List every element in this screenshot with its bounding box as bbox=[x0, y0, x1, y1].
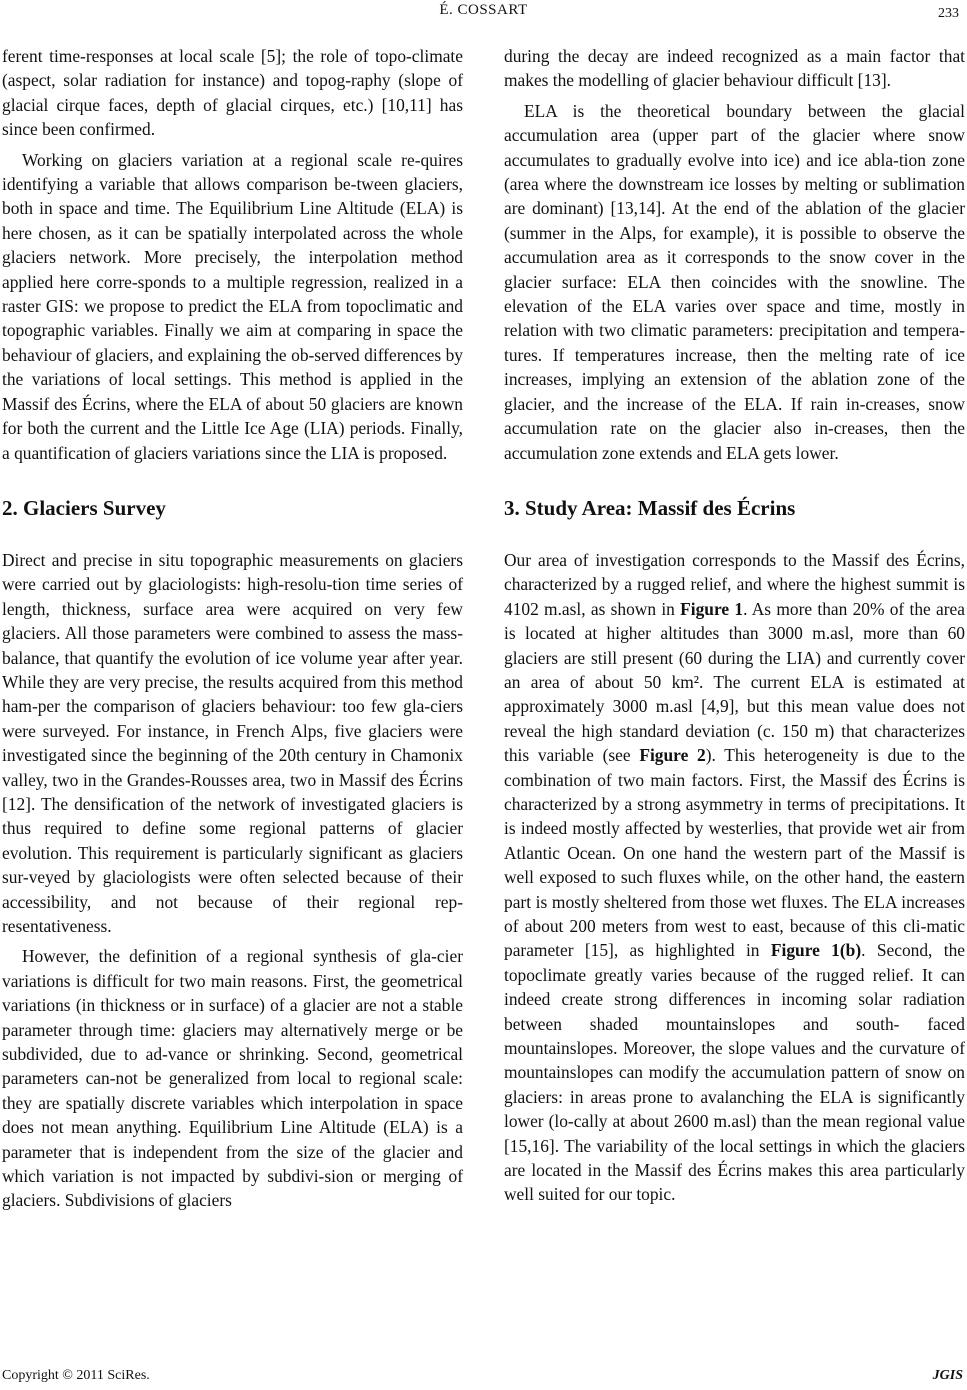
paragraph: during the decay are indeed recognized as a main factor that makes the modelling of glacier behaviour difficult [13]. bbox=[504, 46, 965, 91]
figure-2-link[interactable]: Figure 2 bbox=[639, 745, 706, 766]
text-run: . As more than 20% of the area is located at higher altitudes than 3000 m.asl, more than 60 glaciers are still present (60 during the LIA) and currently cover an area of about 50 km². The current ELA is estimated at approximately 3000 m.asl [4,9], but this mean value does not reveal the high standard deviation (c. 150 m) that characterizes this variable (see bbox=[504, 598, 965, 766]
copyright-notice: Copyright © 2011 SciRes. bbox=[2, 1368, 150, 1383]
paragraph bbox=[504, 548, 965, 1207]
text-run: Our area of investigation corresponds to the Massif des Écrins, characterized by a rugged relief, and where the highest summit is 4102 m.asl, as shown in bbox=[504, 549, 965, 619]
running-header-author: É. COSSART bbox=[439, 2, 528, 18]
paragraph: However, the definition of a regional synthesis of gla-cier variations is difficult for two main reasons. First, the geometrical variations (in thickness or in surface) of a glacier are not a stable parameter through time: glaciers may alternatively merge or be subdivided, due to ad-vance or shrinking. Second, geometrical parameters can-not be generalized from local to regional scale: they are spatially discrete variables which interpolation in space does not mean anything. Equilibrium Line Altitude (ELA) is a parameter that is independent from the size of the glacier and which variation is not impacted by subdivi-sion or merging of glaciers. Subdivisions of glaciers bbox=[2, 946, 463, 1211]
page-number: 233 bbox=[938, 6, 959, 21]
figure-1-link[interactable]: Figure 1 bbox=[680, 598, 744, 619]
paragraph: Working on glaciers variation at a regional scale re-quires identifying a variable that allows comparison be-tween glaciers, both in space and time. The Equilibrium Line Altitude (ELA) is here chosen, as it can be spatially interpolated across the whole glaciers network. More precisely, the interpolation method applied here corre-sponds to a multiple regression, realized in a raster GIS: we propose to predict the ELA from topoclimatic and topographic variables. Finally we aim at comparing in space the behaviour of glaciers, and explaining the ob-served differences by the variations of local settings. This method is applied in the Massif des Écrins, where the ELA of about 50 glaciers are known for both the current and the Little Ice Age (LIA) periods. Finally, a quantification of glaciers variations since the LIA is proposed. bbox=[2, 149, 463, 463]
journal-name: JGIS bbox=[932, 1368, 963, 1383]
text-run: ). This heterogeneity is due to the combination of two main factors. First, the Massif des Écrins is characterized by a strong asymmetry in terms of precipitations. It is indeed mostly affected by westerlies, that provide wet air from Atlantic Ocean. On one hand the western part of the Massif is well exposed to such fluxes while, on the other hand, the eastern part is mostly sheltered from those wet fluxes. The ELA increases of about 200 meters from west to east, because of this cli-matic parameter [15], as highlighted in bbox=[504, 745, 966, 961]
paragraph: ferent time-responses at local scale [5]; the role of topo-climate (aspect, solar radiation for instance) and topog-raphy (slope of glacial cirque faces, depth of glacial cirques, etc.) [10,11] has since been confirmed. bbox=[2, 46, 463, 140]
section-heading-study-area: 3. Study Area: Massif des Écrins bbox=[504, 495, 796, 520]
left-column bbox=[2, 44, 463, 1213]
figure-1b-link[interactable]: Figure 1(b) bbox=[770, 940, 862, 961]
paragraph: Direct and precise in situ topographic measurements on glaciers were carried out by glaciologists: high-resolu-tion time series of length, thickness, surface area were acquired on very few glaciers. All those parameters were combined to assess the mass-balance, that quantify the evolution of ice volume year after year. While they are very precise, the results acquired from this method ham-per the comparison of glaciers behaviour: too few gla-ciers were surveyed. For instance, in French Alps, five glaciers were investigated since the beginning of the 20th century in Chamonix valley, two in the Grandes-Rousses area, two in Massif des Écrins [12]. The densification of the network of investigated glaciers is thus required to define some regional patterns of glacier evolution. This requirement is particularly significant as glaciers sur-veyed by glaciologists were often selected because of their accessibility, and not because of their regional rep-resentativeness. bbox=[2, 549, 463, 936]
text-run: . Second, the topoclimate greatly varies because of the rugged relief. It can indeed create strong differences in incoming solar radiation between shaded mountainslopes and south- faced mountainslopes. Moreover, the slope values and the curvature of mountainslopes can modify the accumulation pattern of snow on glaciers: in areas prone to avalanching the ELA is significantly lower (lo-cally at about 2600 m.asl) than the mean regional value [15,16]. The variability of the local settings in which the glaciers are located in the Massif des Écrins makes this area particularly well suited for our topic. bbox=[504, 940, 965, 1205]
section-heading-glaciers-survey: 2. Glaciers Survey bbox=[2, 495, 166, 520]
paragraph: ELA is the theoretical boundary between the glacial accumulation area (upper part of the glacier where snow accumulates to gradually evolve into ice) and ice abla-tion zone (area where the downstream ice losses by melting or sublimation are dominant) [13,14]. At the end of the ablation of the glacier (summer in the Alps, for example), it is possible to observe the accumulation area as it corresponds to the snow cover in the glacier surface: ELA then coincides with the snowline. The elevation of the ELA varies over space and time, mostly in relation with two climatic parameters: precipitation and tempera-tures. If temperatures increase, then the melting rate of ice increases, implying an extension of the ablation zone of the glacier, and the increase of the ELA. If rain in-creases, snow accumulation rate on the glacier also in-creases, then the accumulation zone extends and ELA gets lower. bbox=[504, 100, 965, 463]
right-column bbox=[504, 44, 965, 1207]
